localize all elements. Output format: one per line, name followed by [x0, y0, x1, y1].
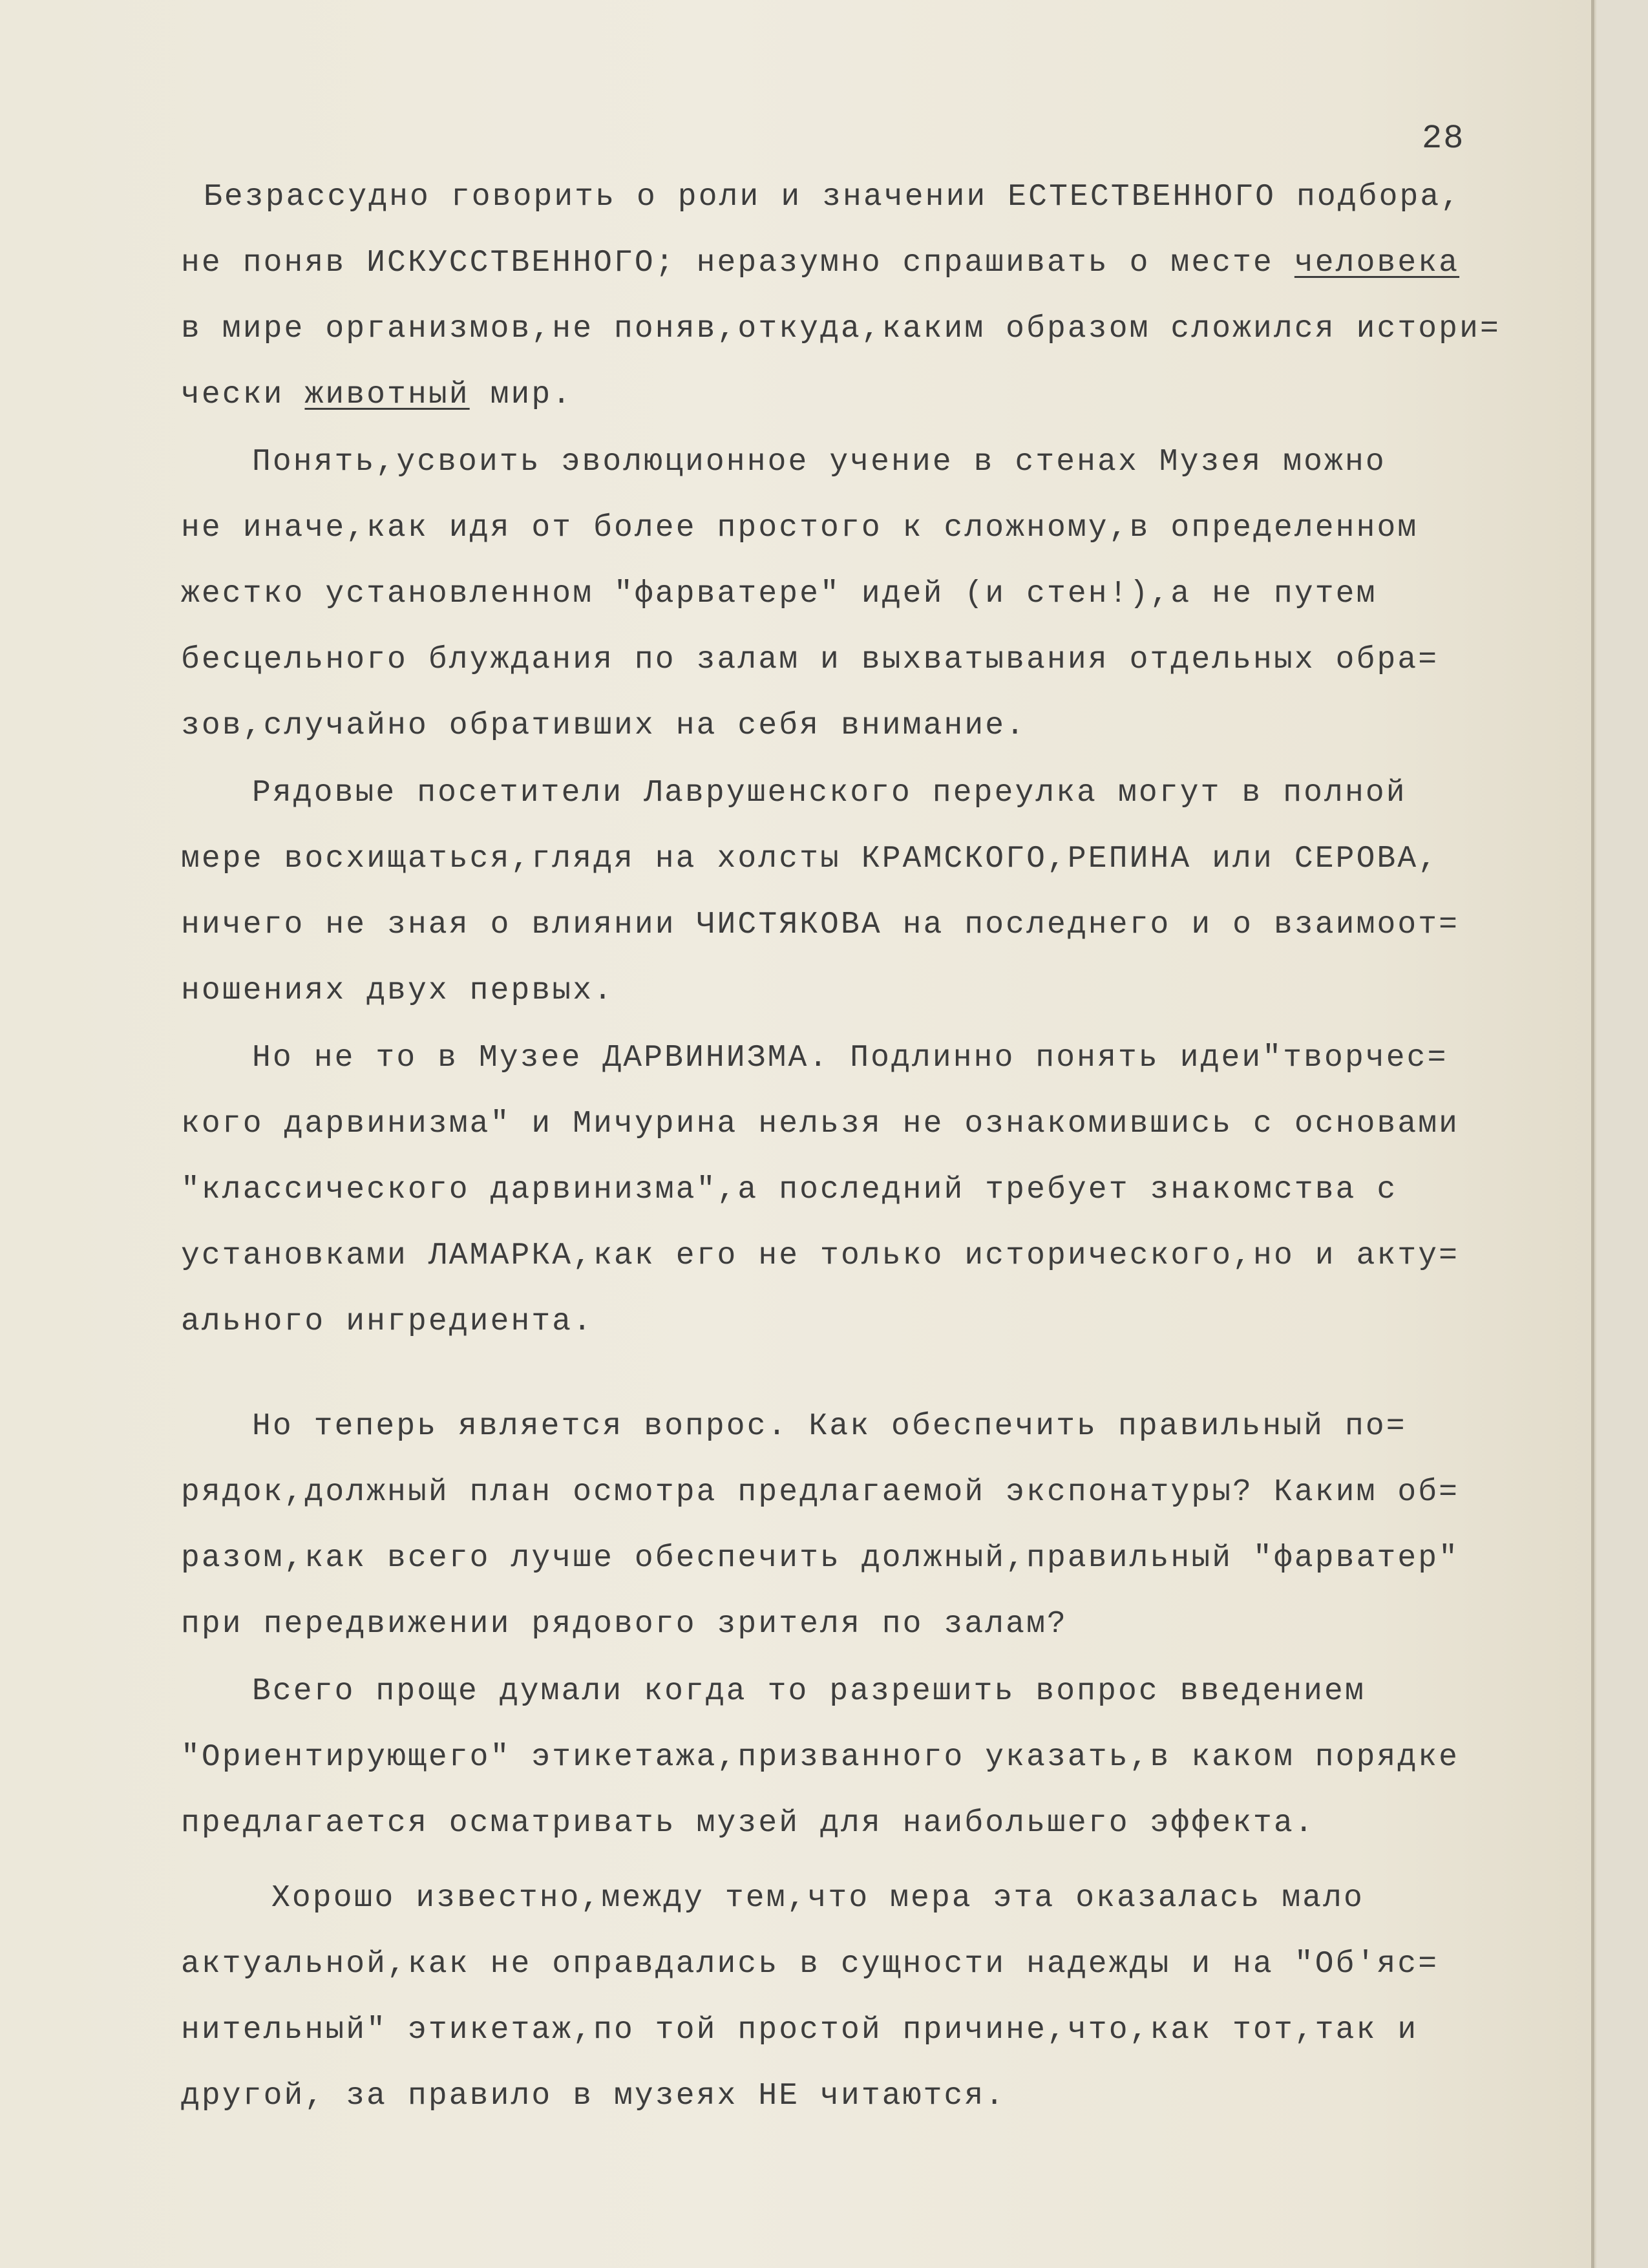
- text-line: Рядовые посетители Лаврушенского переулка могут в полной: [252, 776, 1407, 811]
- text-line: "классического дарвинизма",а последний требует знакомства с: [181, 1172, 1398, 1207]
- text-line: Хорошо известно,между тем,что мера эта оказалась мало: [271, 1881, 1364, 1916]
- text-line: ношениях двух первых.: [181, 973, 614, 1008]
- text-line: установками ЛАМАРКА,как его не только исторического,но и акту=: [181, 1238, 1460, 1273]
- text-line: чески животный мир.: [181, 377, 573, 412]
- text-line: Всего проще думали когда то разрешить вопрос введением: [252, 1674, 1366, 1709]
- text-line: Безрассудно говорить о роли и значении ЕСТЕСТВЕННОГО подбора,: [204, 180, 1462, 215]
- text-line: Но теперь является вопрос. Как обеспечить правильный по=: [252, 1409, 1407, 1444]
- text-line: не поняв ИСКУССТВЕННОГО; неразумно спрашивать о месте человека: [181, 246, 1460, 281]
- text-line: Но не то в Музее ДАРВИНИЗМА. Подлинно понять идеи"творчес=: [252, 1041, 1448, 1076]
- text-line: предлагается осматривать музей для наибольшего эффекта.: [181, 1806, 1315, 1841]
- text-line: жестко установленном "фарватере" идей (и стен!),а не путем: [181, 577, 1377, 611]
- text-line: ничего не зная о влиянии ЧИСТЯКОВА на последнего и о взаимоот=: [181, 907, 1460, 942]
- underlined-word: животный: [304, 377, 470, 412]
- text-line: разом,как всего лучше обеспечить должный,правильный "фарватер": [181, 1541, 1460, 1576]
- text-line: актуальной,как не оправдались в сущности надежды и на "Об'яс=: [181, 1947, 1439, 1982]
- text-line: кого дарвинизма" и Мичурина нельзя не ознакомившись с основами: [181, 1107, 1460, 1141]
- page-number: 28: [1422, 120, 1465, 158]
- text-line: при передвижении рядового зрителя по залам?: [181, 1607, 1068, 1642]
- text-line: ального ингредиента.: [181, 1304, 594, 1339]
- text-line: бесцельного блуждания по залам и выхватывания отдельных обра=: [181, 642, 1439, 677]
- underlined-word: человека: [1294, 246, 1460, 281]
- text-line: нительный" этикетаж,по той простой причине,что,как тот,так и: [181, 2013, 1419, 2048]
- text-line: зов,случайно обративших на себя внимание.: [181, 708, 1027, 743]
- text-line: рядок,должный план осмотра предлагаемой экспонатуры? Каким об=: [181, 1475, 1460, 1510]
- text-line: не иначе,как идя от более простого к сложному,в определенном: [181, 511, 1419, 546]
- text-line: в мире организмов,не поняв,откуда,каким образом сложился истори=: [181, 312, 1501, 346]
- text-line: "Ориентирующего" этикетажа,призванного указать,в каком порядке: [181, 1740, 1460, 1775]
- page-edge: [1591, 0, 1594, 2268]
- text-line: мере восхищаться,глядя на холсты КРАМСКОГО,РЕПИНА или СЕРОВА,: [181, 842, 1439, 876]
- text-line: другой, за правило в музеях НЕ читаются.: [181, 2079, 1006, 2114]
- text-line: Понять,усвоить эволюционное учение в стенах Музея можно: [252, 445, 1386, 480]
